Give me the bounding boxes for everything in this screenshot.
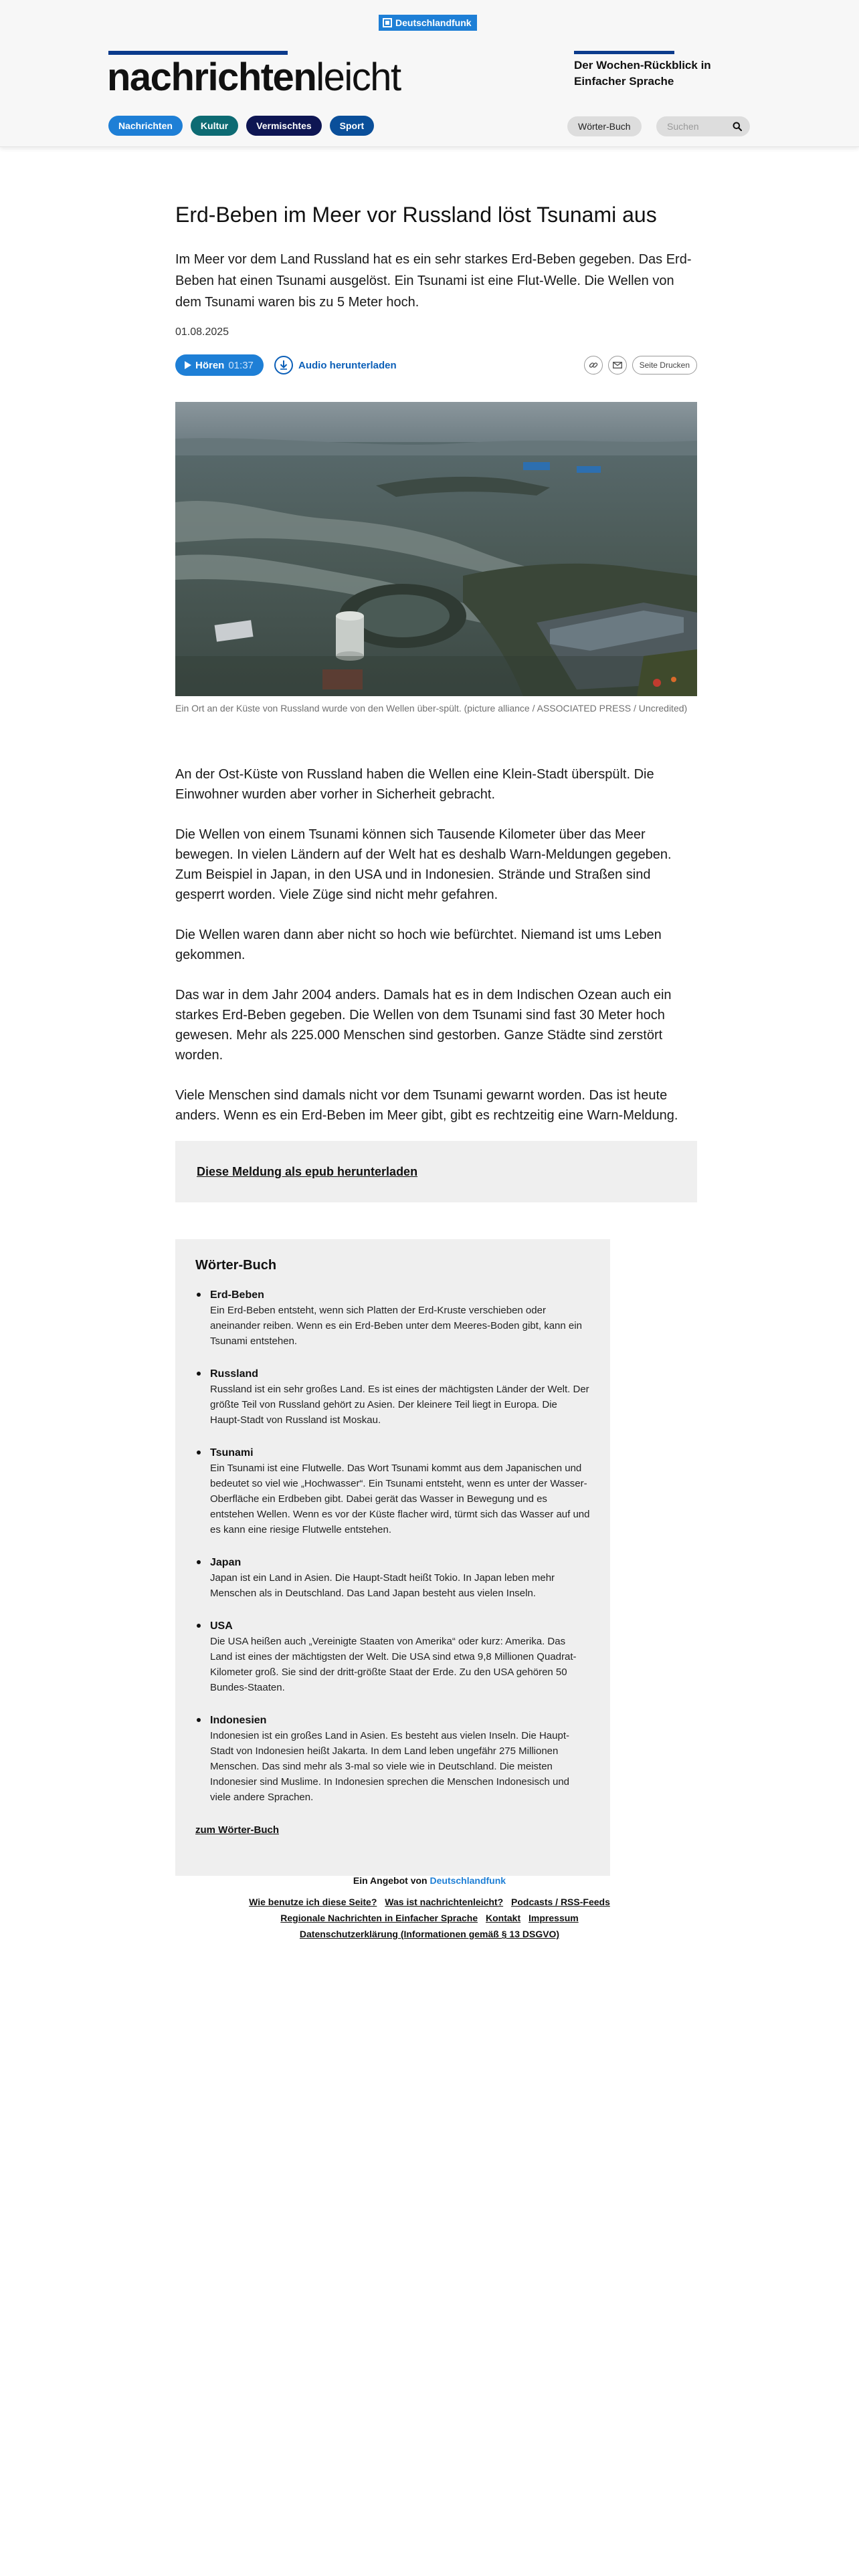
- footer-offer: [0, 1875, 859, 1886]
- tagline-accent-bar: [574, 51, 674, 54]
- woerterbuch-entry: [195, 1619, 590, 1695]
- footer-link-kontakt[interactable]: Kontakt: [486, 1913, 521, 1923]
- woerterbuch-entry: [195, 1555, 590, 1601]
- logo-light-text: leicht: [316, 56, 401, 99]
- woerterbuch-term: Tsunami: [210, 1447, 254, 1459]
- woerterbuch-definition: Ein Tsunami ist eine Flutwelle. Das Wort Tsunami kommt aus dem Japanischen und bedeutet so viel wie „Hochwasser“. Ein Tsunami entsteht, wenn es unter der Wasser-Oberfläche ein Erdbeben gibt. Dabei gerät das Wasser in Bewegung und es entstehen Wellen. Wenn es vor der Küste flacher wird, türmt sich das Wasser auf und es kann eine riesige Flutwelle entstehen.: [210, 1463, 590, 1535]
- search-box: [656, 116, 750, 136]
- woerterbuch-definition: Russland ist ein sehr großes Land. Es ist eines der mächtigsten Länder der Welt. Der größte Teil von Russland gehört zu Asien. Der kleinere Teil liegt in Europa. Die Haupt-Stadt von Russland ist Moskau.: [210, 1384, 589, 1426]
- article-title: Erd-Beben im Meer vor Russland löst Tsunami aus: [175, 203, 657, 227]
- nav-nachrichten[interactable]: Nachrichten: [108, 116, 183, 136]
- footer-links: [0, 1894, 859, 1942]
- woerterbuch-box: [175, 1239, 610, 1876]
- article-image: [175, 402, 697, 696]
- play-audio-button[interactable]: [175, 354, 264, 376]
- woerterbuch-term: Japan: [210, 1557, 242, 1568]
- audio-download-link[interactable]: [274, 354, 397, 376]
- article-paragraph: Die Wellen waren dann aber nicht so hoch wie befürchtet. Niemand ist ums Leben gekommen.: [175, 928, 662, 962]
- article-body: [175, 764, 697, 1146]
- woerterbuch-entry: [195, 1367, 590, 1428]
- woerter-buch-button[interactable]: Wörter-Buch: [567, 116, 642, 136]
- footer-deutschlandfunk-link[interactable]: Deutschlandfunk: [430, 1875, 506, 1886]
- woerterbuch-definition: Ein Erd-Beben entsteht, wenn sich Platten der Erd-Kruste verschieben oder aneinander reiben. Wenn es ein Erd-Beben unter dem Meeres-Boden gibt, kann ein Tsunami entstehen.: [210, 1305, 582, 1347]
- footer-link-how-to[interactable]: Wie benutze ich diese Seite?: [249, 1897, 377, 1907]
- audio-download-label: Audio herunterladen: [298, 359, 397, 371]
- site-logo[interactable]: [107, 55, 401, 100]
- site-footer: [0, 1875, 859, 1942]
- image-caption: Ein Ort an der Küste von Russland wurde von den Wellen über-spült. (picture alliance / ASSOCIATED PRESS / Uncredited): [175, 703, 688, 714]
- woerterbuch-term: Indonesien: [210, 1715, 267, 1726]
- footer-link-impressum[interactable]: Impressum: [529, 1913, 579, 1923]
- download-icon: [274, 356, 293, 374]
- footer-link-about[interactable]: Was ist nachrichtenleicht?: [385, 1897, 504, 1907]
- article-date: 01.08.2025: [175, 326, 229, 338]
- search-input[interactable]: [667, 121, 727, 132]
- share-tools: [584, 356, 697, 374]
- tsunami-photo: [175, 402, 697, 696]
- email-icon[interactable]: [608, 356, 627, 374]
- audio-duration: 01:37: [228, 359, 254, 371]
- print-page-button[interactable]: Seite Drucken: [632, 356, 697, 374]
- nav-vermischtes[interactable]: Vermischtes: [246, 116, 322, 136]
- deutschlandfunk-logo-icon: [383, 18, 392, 27]
- audio-toolbar: [175, 354, 697, 376]
- woerterbuch-definition: Japan ist ein Land in Asien. Die Haupt-Stadt heißt Tokio. In Japan leben mehr Menschen als in Deutschland. Das Land Japan besteht aus vielen Inseln.: [210, 1572, 555, 1599]
- site-tagline: Der Wochen-Rückblick in Einfacher Sprache: [574, 59, 711, 88]
- article-paragraph: Viele Menschen sind damals nicht vor dem Tsunami gewarnt worden. Das ist heute anders. Wenn es ein Erd-Beben im Meer gibt, gibt es rechtzeitig eine Warn-Meldung.: [175, 1088, 678, 1123]
- article-lead: Im Meer vor dem Land Russland hat es ein sehr starkes Erd-Beben gegeben. Das Erd-Beben hat einen Tsunami ausgelöst. Ein Tsunami ist eine Flut-Welle. Die Wellen von dem Tsunami waren bis zu 5 Meter hoch.: [175, 252, 692, 310]
- play-audio-label: Hören: [195, 359, 225, 371]
- search-icon[interactable]: [733, 122, 742, 131]
- article-paragraph: Das war in dem Jahr 2004 anders. Damals hat es in dem Indischen Ozean auch ein starkes Erd-Beben gegeben. Die Wellen von dem Tsunami sind fast 30 Meter hoch gewesen. Mehr als 225.000 Menschen sind gestorben. Ganze Städte sind zerstört worden.: [175, 988, 672, 1063]
- woerterbuch-entry: [195, 1713, 590, 1805]
- woerterbuch-title: Wörter-Buch: [195, 1258, 277, 1273]
- woerterbuch-term: Erd-Beben: [210, 1289, 264, 1301]
- footer-link-datenschutz[interactable]: Datenschutzerklärung (Informationen gemäß § 13 DSGVO): [299, 1929, 560, 1939]
- epub-download-box: [175, 1141, 697, 1202]
- site-header: [0, 0, 859, 147]
- woerterbuch-term: Russland: [210, 1368, 259, 1380]
- woerterbuch-more-link[interactable]: zum Wörter-Buch: [195, 1824, 279, 1836]
- play-icon: [185, 361, 191, 369]
- deutschlandfunk-badge[interactable]: [379, 15, 477, 31]
- footer-link-regional[interactable]: Regionale Nachrichten in Einfacher Sprache: [280, 1913, 478, 1923]
- woerterbuch-term: USA: [210, 1620, 233, 1632]
- epub-download-link[interactable]: Diese Meldung als epub herunterladen: [197, 1164, 418, 1178]
- logo-bold-text: nachrichten: [107, 56, 316, 99]
- deutschlandfunk-badge-label: Deutschlandfunk: [395, 17, 472, 28]
- article-paragraph: Die Wellen von einem Tsunami können sich Tausende Kilometer über das Meer bewegen. In vielen Ländern auf der Welt hat es deshalb Warn-Meldungen gegeben. Zum Beispiel in Japan, in den USA und in Indonesien. Strände und Straßen sind gesperrt worden. Viele Züge sind nicht mehr gefahren.: [175, 827, 672, 902]
- footer-offer-prefix: Ein Angebot von: [353, 1875, 427, 1886]
- footer-link-podcasts[interactable]: Podcasts / RSS-Feeds: [511, 1897, 610, 1907]
- woerterbuch-entry: [195, 1288, 590, 1349]
- woerterbuch-entry: [195, 1446, 590, 1537]
- woerterbuch-definition: Die USA heißen auch „Vereinigte Staaten von Amerika“ oder kurz: Amerika. Das Land ist eines der mächtigsten der Welt. Die USA sind etwa 9,8 Millionen Quadrat-Kilometer groß. Sie sind der dritt-größte Staat der Erde. Zu den USA gehören 50 Bundes-Staaten.: [210, 1636, 577, 1693]
- nav-sport[interactable]: Sport: [330, 116, 375, 136]
- nav-kultur[interactable]: Kultur: [191, 116, 238, 136]
- article-paragraph: An der Ost-Küste von Russland haben die Wellen eine Klein-Stadt überspült. Die Einwohner wurden aber vorher in Sicherheit gebracht.: [175, 767, 654, 802]
- category-nav: [108, 116, 374, 136]
- copy-link-icon[interactable]: [584, 356, 603, 374]
- woerterbuch-definition: Indonesien ist ein großes Land in Asien. Es besteht aus vielen Inseln. Die Haupt-Stadt von Indonesien heißt Jakarta. In dem Land leben ungefähr 275 Millionen Menschen. Das sind mehr als 3-mal so viele wie in Deutschland. Die meisten Indonesier sind Muslime. In Indonesien sprechen die Menschen Indonesisch und viele andere Sprachen.: [210, 1730, 569, 1803]
